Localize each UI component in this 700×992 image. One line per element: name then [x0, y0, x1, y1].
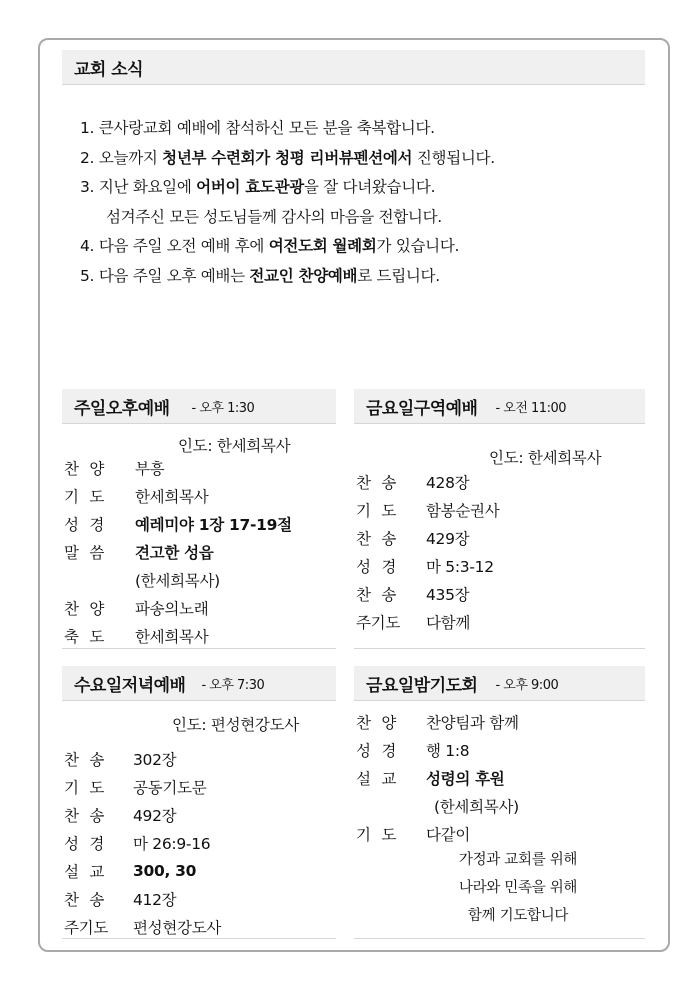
order-row: 찬 양 파송의노래: [64, 600, 209, 618]
order-row: 찬 송 428장: [356, 474, 470, 492]
order-row: 기 도 다같이: [356, 826, 471, 844]
order-row: 성 경 행 1:8: [356, 742, 470, 760]
news-item-2: 2. 오늘까지 청년부 수련회가 청평 리버뷰펜션에서 진행됩니다.: [80, 148, 495, 167]
order-row: 찬 양 부흥: [64, 460, 165, 478]
news-item-4: 4. 다음 주일 오전 예배 후에 여전도회 월례회가 있습니다.: [80, 237, 460, 255]
news-item-1: 1. 큰사랑교회 예배에 참석하신 모든 분을 축복합니다.: [80, 119, 435, 137]
sunday-pm-leader: 인도: 한세희목사: [178, 437, 291, 455]
order-row: 축 도 한세희목사: [64, 628, 209, 646]
prayer-line: 함께 기도합니다: [467, 908, 569, 924]
divider: [62, 938, 336, 939]
news-item-3: 3. 지난 화요일에 어버이 효도관광을 잘 다녀왔습니다.: [80, 178, 436, 196]
order-row: 성 경 마 5:3-12: [356, 558, 494, 576]
order-row: 찬 송 435장: [356, 586, 470, 604]
order-row: 설 교 성령의 후원: [356, 769, 505, 788]
wednesday-pm-title: 수요일저녁예배: [74, 675, 186, 696]
news-header: [62, 50, 645, 85]
order-row: 찬 송 302장: [64, 751, 177, 769]
order-row: 찬 송 492장: [64, 807, 177, 825]
prayer-list: [418, 846, 618, 930]
wednesday-pm-leader: 인도: 편성현강도사: [172, 716, 299, 734]
order-row: 주기도 편성현강도사: [64, 919, 222, 937]
friday-night-order: [356, 708, 519, 848]
friday-night-title: 금요일밤기도회: [366, 675, 478, 696]
friday-district-header: [354, 389, 645, 424]
divider: [354, 938, 645, 939]
sunday-pm-time: - 오후 1:30: [191, 400, 255, 416]
wednesday-pm-header: [62, 666, 336, 701]
friday-night-time: - 오후 9:00: [495, 677, 559, 693]
friday-district-title: 금요일구역예배: [366, 398, 478, 419]
order-row: 성 경 마 26:9-16: [64, 835, 211, 853]
order-row: 주기도 다함께: [356, 614, 471, 632]
order-row: 성 경 예레미야 1장 17-19절: [64, 516, 292, 534]
prayer-line: 나라와 민족을 위해: [458, 880, 578, 896]
sunday-pm-header: [62, 389, 336, 424]
sunday-pm-order: [64, 454, 292, 650]
friday-district-leader: 인도: 한세희목사: [489, 449, 602, 467]
divider: [354, 648, 645, 649]
order-row: 기 도 한세희목사: [64, 488, 209, 506]
friday-district-order: [356, 468, 499, 636]
order-row: (한세희목사): [434, 798, 519, 816]
wednesday-pm-order: [64, 745, 221, 941]
order-row: 말 씀 견고한 성읍: [64, 544, 214, 562]
friday-district-time: - 오전 11:00: [495, 400, 567, 416]
news-title: 교회 소식: [74, 59, 144, 80]
order-row: (한세희목사): [135, 572, 220, 590]
wednesday-pm-time: - 오후 7:30: [201, 677, 265, 693]
news-item-5: 5. 다음 주일 오후 예배는 전교인 찬양예배로 드립니다.: [80, 266, 440, 285]
order-row: 찬 송 429장: [356, 530, 470, 548]
order-row: 찬 송 412장: [64, 891, 177, 909]
sunday-pm-title: 주일오후예배: [74, 398, 170, 419]
divider: [62, 648, 336, 649]
order-row: 기 도 공동기도문: [64, 779, 207, 797]
news-list: [80, 114, 495, 291]
order-row: 찬 양 찬양팀과 함께: [356, 714, 519, 732]
order-row: 설 교 300, 30: [64, 862, 197, 881]
news-item-3-continued: 섬겨주신 모든 성도님들께 감사의 마음을 전합니다.: [106, 207, 442, 226]
friday-night-header: [354, 666, 645, 701]
order-row: 기 도 함봉순권사: [356, 502, 500, 520]
prayer-line: 가정과 교회를 위해: [458, 852, 578, 868]
